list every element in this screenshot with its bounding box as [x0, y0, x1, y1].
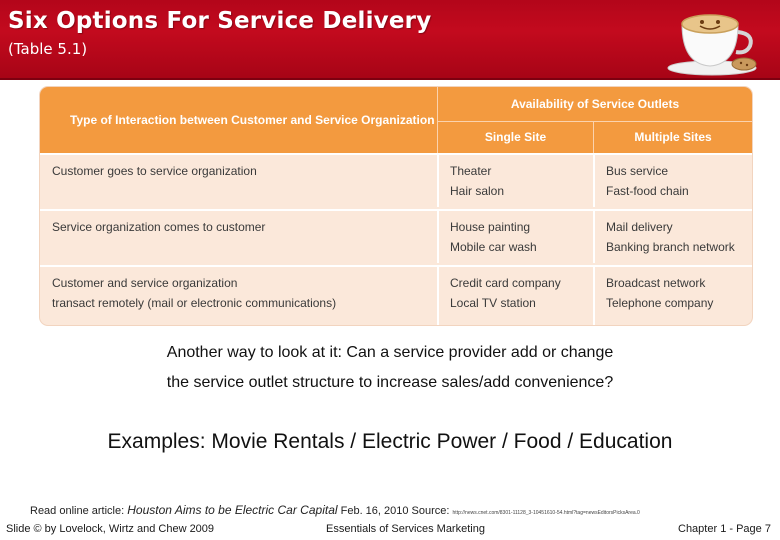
header-single-site: Single Site: [484, 130, 547, 144]
cell-text: Credit card company: [450, 276, 561, 290]
cell-text: House painting: [450, 220, 531, 234]
cell-text: Mail delivery: [606, 220, 673, 234]
table-row: [40, 153, 752, 207]
cell-text: Local TV station: [450, 296, 536, 310]
article-date-source: Feb. 16, 2010 Source:: [340, 505, 450, 517]
smiley-coffee-cup-icon: [664, 2, 760, 76]
question-line-2: the service outlet structure to increase sales/add convenience?: [166, 374, 614, 391]
cell-text: Mobile car wash: [450, 240, 537, 254]
table-row: [40, 209, 752, 263]
cell-multiple-sites: [606, 217, 752, 257]
examples-text: Examples: Movie Rentals / Electric Power / Food / Education: [107, 430, 673, 453]
cell-text: Bus service: [606, 164, 669, 178]
cell-text: Customer goes to service organization: [52, 164, 257, 178]
cell-multiple-sites: [606, 273, 752, 313]
cell-interaction-type: [52, 217, 432, 237]
cell-text: Customer and service organization: [52, 276, 238, 290]
slide-title: Six Options For Service Delivery: [8, 8, 432, 34]
slide-subtitle: (Table 5.1): [8, 40, 88, 58]
footer-copyright: Slide © by Lovelock, Wirtz and Chew 2009: [6, 523, 215, 535]
service-delivery-table: [40, 87, 752, 325]
cell-text: transact remotely (mail or electronic communications): [52, 296, 337, 310]
row-divider: [40, 265, 752, 267]
cell-multiple-sites: [606, 161, 752, 201]
cell-text: Broadcast network: [606, 276, 706, 290]
article-title[interactable]: Houston Aims to be Electric Car Capital: [127, 503, 338, 517]
cell-interaction-type: [52, 161, 432, 181]
article-reference: [30, 503, 640, 517]
cell-interaction-type: [52, 273, 432, 313]
table-row: [40, 265, 752, 325]
row-divider: [40, 153, 752, 155]
cell-text: Service organization comes to customer: [52, 220, 266, 234]
footer-page-number: Chapter 1 - Page 7: [678, 523, 771, 535]
column-divider: [593, 153, 595, 207]
table-header: [40, 87, 752, 153]
header-interaction-type: Type of Interaction between Customer and Service Organization: [70, 113, 435, 127]
cell-text: Telephone company: [606, 296, 714, 310]
cell-text: Banking branch network: [606, 240, 735, 254]
cell-single-site: [450, 161, 590, 201]
footer-course-title: Essentials of Services Marketing: [326, 523, 485, 535]
header-availability: Availability of Service Outlets: [510, 97, 680, 111]
article-prefix: Read online article:: [30, 505, 125, 517]
column-divider: [437, 153, 439, 207]
cell-text: Fast-food chain: [606, 184, 689, 198]
column-divider: [437, 265, 439, 325]
cell-text: Theater: [450, 164, 492, 178]
column-divider: [437, 209, 439, 263]
article-url-link[interactable]: http://news.cnet.com/8301-11128_3-10451610-54.html?tag=newsEditorsPicksArea.0: [452, 510, 640, 516]
header-multiple-sites: Multiple Sites: [634, 130, 712, 144]
cell-single-site: [450, 217, 590, 257]
cell-text: Hair salon: [450, 184, 505, 198]
cell-single-site: [450, 273, 590, 313]
title-banner: [0, 0, 780, 80]
question-line-1: Another way to look at it: Can a service provider add or change: [166, 344, 614, 361]
column-divider: [593, 209, 595, 263]
row-divider: [40, 209, 752, 211]
column-divider: [593, 265, 595, 325]
